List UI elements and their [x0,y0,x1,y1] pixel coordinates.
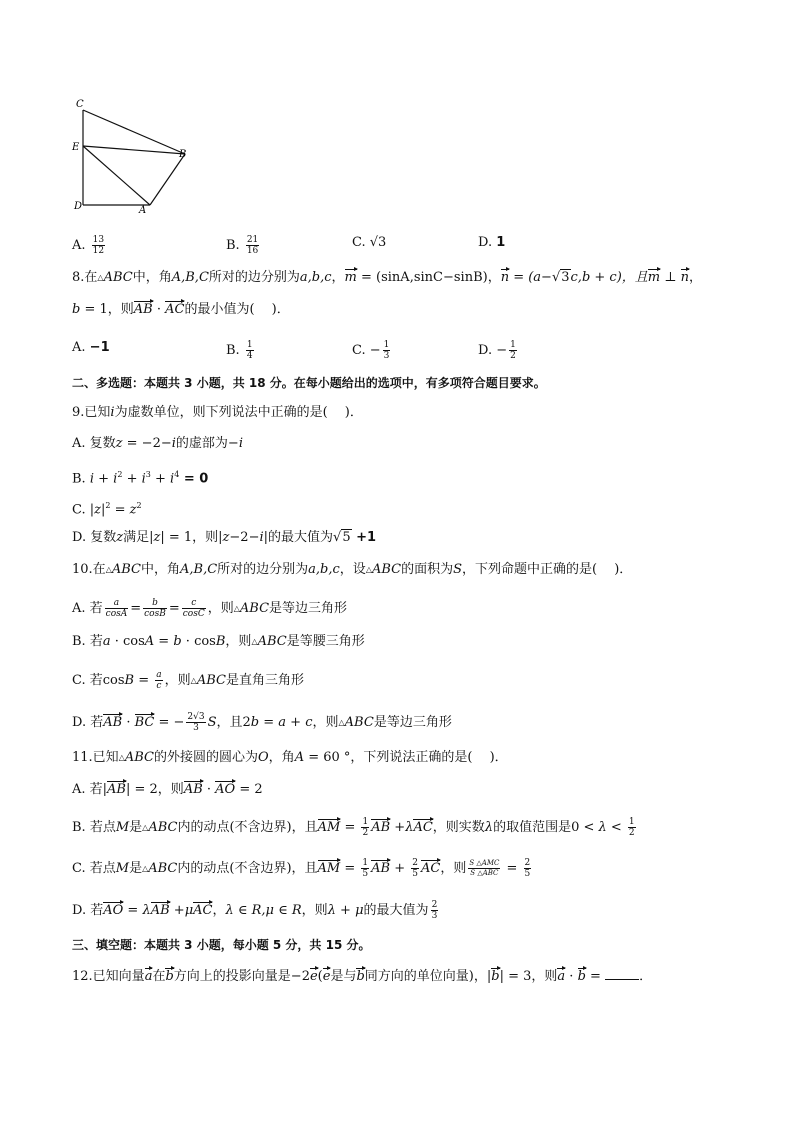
vector-n: n [500,270,510,285]
math: O [258,750,269,765]
text: · cos [110,634,145,649]
geometry-figure [70,95,200,220]
fraction-den: 5 [412,869,418,879]
text: = 0 [179,471,209,487]
math: A [294,750,305,765]
text: 的虚部为− [175,436,239,451]
fraction-num: 1 [383,340,390,350]
option-label: D. [478,343,493,358]
text: 的最大值为 [363,903,429,918]
option-label: C. [352,343,366,358]
math: M [115,861,130,876]
text: < [606,820,626,835]
text: + [150,471,171,487]
exponent: 4 [174,470,180,479]
q8-option-a [72,340,110,356]
q7-option-c [352,235,386,251]
fraction-num: 1 [246,340,253,350]
fraction-den: 5 [362,869,369,879]
exponent: 2 [105,501,111,510]
text: ，下列命题中正确的是( )． [462,562,633,577]
text: ，则 [301,903,328,918]
sqrt: √5 [333,530,351,545]
option-label: A. [72,340,86,355]
point-label-b: B [179,149,187,160]
option-label: B. [226,343,240,358]
text: 9.已知 [72,405,111,420]
math: z [116,530,124,545]
q9-option-c [72,498,142,518]
vector-bc: BC [134,715,155,730]
option-label: C. [352,235,366,250]
triangle-symbol: △ [190,676,197,685]
fraction [431,900,439,921]
option-value: −1 [89,340,110,355]
text: 内的动点(不含边界)，且 [177,820,318,835]
fraction [186,712,205,733]
vector-am: AM [317,861,341,876]
math: = (a− [509,270,552,285]
text: = −2− [122,436,172,451]
text: + [94,471,114,487]
text: ，设 [339,562,366,577]
text: ，则 [225,634,252,649]
math: i [113,471,118,487]
radicand: 5 [342,530,351,545]
vector-m: m [647,270,661,285]
text: 是直角三角形 [225,673,304,688]
vector-ab: AB [150,903,170,918]
math: i [259,530,264,545]
text: 的最小值为( )． [184,302,290,317]
math: z [222,530,230,545]
vector-b: b [165,969,174,984]
option-label: D. [478,235,493,250]
math: ABC [111,562,141,577]
point-label-e: E [72,142,80,153]
text: 是 [129,861,143,876]
fraction [524,858,532,879]
text: | = 2，则 [126,782,184,797]
math: a,b,c [299,270,332,285]
math: ABC [148,820,178,835]
text: C. | [72,502,95,518]
fraction-num: a [105,598,129,609]
text: D. 复数 [72,530,117,545]
q10-option-b [72,634,365,650]
fraction-num: S △AMC [469,859,500,867]
text: 所对的边分别为 [208,270,300,285]
q7-option-b [226,235,261,256]
vector-ac: AC [165,302,185,317]
text: = 2 [235,782,263,797]
text: C. 若cos [72,673,125,688]
text: 是与 [330,969,357,984]
math: B [124,673,135,688]
math: i [170,471,175,487]
question-number: 8. [72,270,85,285]
vector-ac: AC [421,861,441,876]
fraction [411,858,419,879]
triangle-symbol: △ [251,637,258,646]
q11-option-c [72,858,533,879]
fraction-num: 1 [510,340,516,350]
q9-option-d [72,530,376,546]
fraction [628,817,636,838]
text: = 1，则 [80,302,134,317]
exponent: 2 [136,501,142,510]
text: 11.已知 [72,750,119,765]
text: 的面积为 [401,562,454,577]
text: B. 若点 [72,820,116,835]
text: ，则实数 [432,820,485,835]
text: + [122,471,142,487]
fraction [246,340,254,361]
text: + [169,903,185,918]
fraction [143,598,167,619]
text: ，角 [268,750,295,765]
text: A. 若 [72,601,103,616]
triangle-symbol: △ [233,604,240,613]
text: = [123,903,143,918]
text: 内的动点(不含边界)，且 [177,861,318,876]
fraction-num: a [156,670,162,680]
text: | [101,502,106,518]
math: z [94,502,101,518]
text: = − [154,715,185,730]
dot: · [152,302,166,317]
triangle-symbol: △ [142,864,149,873]
math: A [144,634,155,649]
vector-ab: AB [371,861,391,876]
fraction-num: c [182,598,206,609]
fraction-den: cosC [182,609,205,619]
radicand: 3 [561,270,570,285]
math: λ + μ [327,903,364,918]
vector-ab: AB [183,782,203,797]
point-label-c: C [76,99,84,110]
text: A. 复数 [72,436,116,451]
fraction-num: 2 [431,900,438,910]
fraction [92,235,105,256]
math: b [250,715,260,730]
math: z [129,502,137,518]
text: ． [639,969,653,984]
math: λ [142,903,151,918]
triangle-symbol: △ [142,823,149,832]
q10-stem [72,562,632,578]
minus-sign: − [496,343,508,358]
text: = [110,502,130,518]
math: S [453,562,463,577]
text: C. 若点 [72,861,116,876]
math: z [153,530,161,545]
fraction [383,340,391,361]
text: 是等腰三角形 [286,634,365,649]
fraction-den: 3 [431,911,438,921]
triangle-symbol: △ [97,273,104,282]
option-value: √3 [369,235,387,250]
fraction-num: 2 [412,858,418,868]
vector-b: b [356,969,365,984]
fraction-den: 16 [246,246,259,256]
option-label: B. [226,238,240,253]
vector-a: a [144,969,153,984]
text: 同方向的单位向量)，| [364,969,492,984]
fraction-num: b [143,598,167,609]
fraction-den: 3 [193,723,199,733]
triangle-symbol: △ [338,718,345,727]
math: ABC [371,562,402,577]
text: + [390,820,406,835]
text: = [259,715,279,730]
fraction [246,235,259,256]
math: b [173,634,182,649]
text: ，则 [207,601,234,616]
math: z [115,436,123,451]
math: A,B,C [171,270,209,285]
fraction-num: 1 [628,817,635,827]
fraction [182,598,206,619]
perpendicular-symbol: ⊥ [660,270,681,285]
vector-ab: AB [103,715,123,730]
fraction-den: 3 [383,351,390,361]
vector-ao: AO [103,903,124,918]
text: = [585,969,606,984]
text: 10.在 [72,562,106,577]
q11-stem [72,750,508,766]
triangle-symbol: △ [105,565,112,574]
text: = [154,634,174,649]
math: i [89,471,94,487]
vector-am: AM [317,820,341,835]
text: · cos [181,634,216,649]
math: ABC [124,750,154,765]
text: + [286,715,306,730]
triangle-symbol: △ [365,565,372,574]
fraction-num: 2√3 [187,712,205,722]
q9-stem [72,405,363,421]
math: ABC [257,634,287,649]
fraction [509,340,517,361]
text: 满足| [123,530,154,545]
q8-option-b [226,340,256,361]
math: λ ∈ R,μ ∈ R [225,903,302,918]
vector-a: a [557,969,566,984]
q10-option-c [72,670,304,691]
sqrt: √3 [551,270,570,285]
text: B. [72,471,90,487]
q11-option-b [72,817,638,838]
text: 中，角 [132,270,172,285]
fraction-den: 2 [510,351,516,361]
option-label: A. [72,238,86,253]
fraction [468,859,500,878]
vector-b: b [491,969,500,984]
exponent: 2 [117,470,123,479]
math: A,B,C [180,562,218,577]
math: B [215,634,226,649]
fraction-num: 21 [246,235,259,245]
math: ABC [344,715,374,730]
text: = [134,673,154,688]
q11-option-a [72,782,263,798]
q8-stem-line2 [72,302,290,318]
math: λ [405,820,414,835]
q8-option-c [352,340,392,361]
text: = 60 °，下列说法正确的是( )． [304,750,508,765]
q8-option-d [478,340,519,361]
q7-option-d [478,235,505,251]
fraction-den: 12 [92,246,105,256]
math: a [278,715,287,730]
text: B. 若 [72,634,103,649]
text: 所对的边分别为 [217,562,309,577]
text: = [340,820,360,835]
q8-stem-line1 [72,270,702,286]
q11-option-d [72,900,440,921]
text: 在 [152,969,166,984]
fraction-den: c [156,681,162,691]
section-heading-multiple-choice: 二、多选题：本题共 3 小题，共 18 分。在每小题给出的选项中，有多项符合题目要求。 [72,376,546,390]
text: ( [317,969,323,984]
math: ABC [103,270,133,285]
text: ，且2 [216,715,251,730]
math: a,b,c [308,562,340,577]
text: ， [331,270,345,285]
text: 中，角 [140,562,180,577]
text: D. 若 [72,715,104,730]
math: a [102,634,111,649]
answer-blank[interactable] [605,967,639,980]
vector-m: m [344,270,357,285]
q9-option-a [72,436,243,452]
math: λ [598,820,607,835]
fraction [361,817,369,838]
vector-e: e [309,969,318,984]
section-heading-fill-in: 三、填空题：本题共 3 小题，每小题 5 分，共 15 分。 [72,938,371,952]
vector-ac: AC [193,903,213,918]
text: ，则 [312,715,339,730]
dot: · [202,782,216,797]
text: 是等边三角形 [373,715,452,730]
text: | = 3，则 [499,969,558,984]
fraction-num: 1 [362,817,369,827]
text: 为虚数单位，则下列说法中正确的是( )． [114,405,363,420]
math: S [207,715,217,730]
vector-ab: AB [133,302,153,317]
triangle-symbol: △ [118,753,125,762]
text: = [340,861,360,876]
math: c [305,715,313,730]
dot: · [122,715,135,730]
text: |的最大值为 [263,530,334,545]
math: i [238,436,243,451]
fraction-den: 2 [362,828,369,838]
minus-sign: − [369,343,381,358]
point-label-d: D [74,201,83,212]
text: 的外接圆的圆心为 [153,750,258,765]
math: c,b + c)，且 [570,270,648,285]
text: −2− [229,530,260,545]
text: ，则 [440,861,467,876]
fraction [105,598,129,619]
math: i [171,436,176,451]
q10-option-d [72,712,452,733]
text: +1 [351,530,377,545]
dot: · [565,969,578,984]
fraction-num: 2 [524,858,531,868]
text: 是等边三角形 [269,601,348,616]
text: ， [688,270,702,285]
q12-stem [72,967,652,985]
fraction [155,670,162,691]
math: ABC [239,601,270,616]
vector-ao: AO [215,782,236,797]
q7-option-a [72,235,107,256]
text: 12.已知向量 [72,969,145,984]
point-label-a: A [139,205,147,216]
fraction-den: cosB [144,609,166,619]
fraction-den: 5 [524,869,531,879]
vector-ac: AC [413,820,433,835]
math: λ [484,820,494,835]
text: A. 若| [72,782,108,797]
text: 在 [84,270,98,285]
math: ABC [196,673,226,688]
math: i [110,405,115,420]
math: M [115,820,130,835]
math: ABC [148,861,178,876]
fraction-den: 2 [628,828,635,838]
q10-option-a: A. 若 $\frac{a}{\cos A}$ = $\frac{b}{\cos B}$ = $\frac{c}{\cos C}$ ，则△ABC是等边三角形 [72,598,348,619]
math: b [72,302,81,317]
text: = [502,861,522,876]
text: 是 [129,820,143,835]
text: + [390,861,410,876]
vector-e: e [322,969,331,984]
text: | = 1，则| [160,530,223,545]
text: ，则 [164,673,191,688]
fraction-den: cosA [105,609,128,619]
text: D. 若 [72,903,104,918]
text: ， [212,903,226,918]
fraction-den: S △ABC [470,869,499,877]
exponent: 3 [145,470,151,479]
q9-option-b [72,467,208,487]
math: = (sinA,sinC−sinB)， [356,270,501,285]
vector-ab: AB [371,820,391,835]
vector-b: b [577,969,586,984]
text: 方向上的投影向量是−2 [173,969,310,984]
fraction-num: 1 [362,858,369,868]
text: 的取值范围是0 < [493,820,599,835]
fraction-num: 13 [92,235,105,245]
vector-ab: AB [107,782,126,797]
fraction-den: 4 [246,351,253,361]
math: μ [184,903,194,918]
fraction [361,858,369,879]
vector-n: n [680,270,689,285]
option-value: 1 [496,235,506,250]
math: i [141,471,146,487]
